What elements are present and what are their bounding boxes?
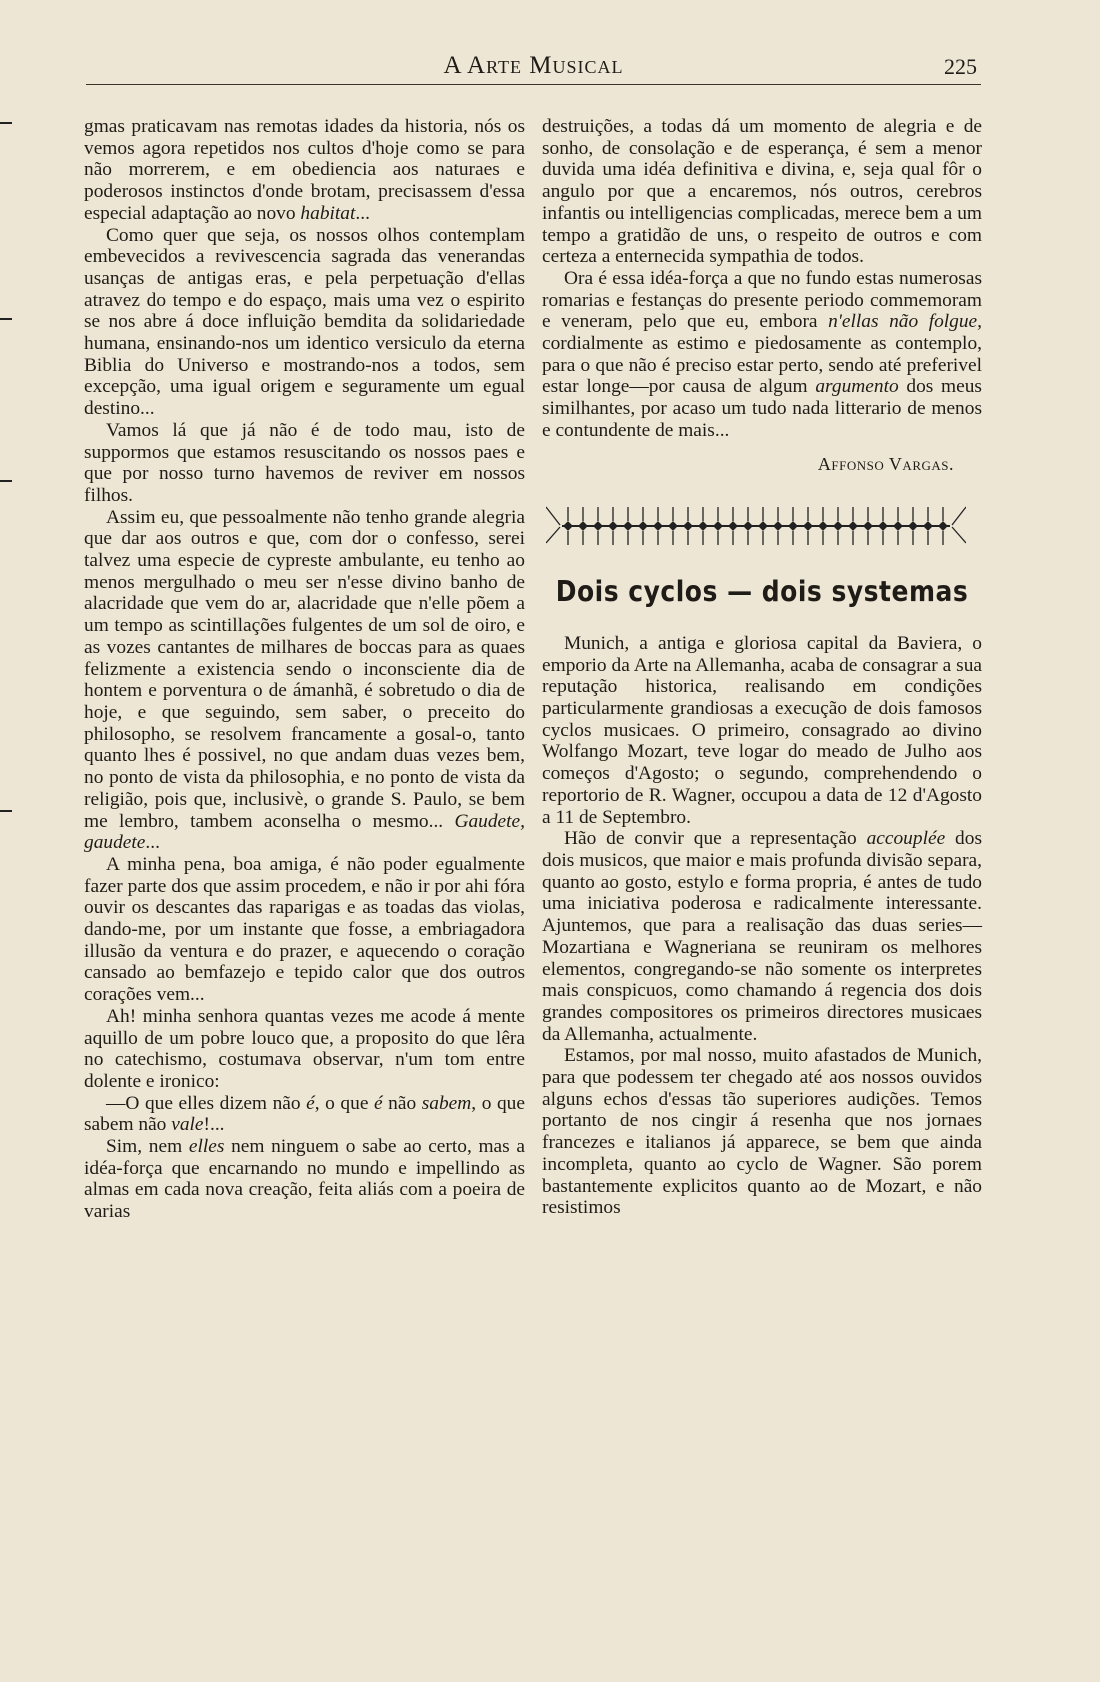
paragraph: destruições, a todas dá um momento de alegria e de sonho, de consolação e de esperança, é sem a menor duvida uma idéa definitiva e divina, e, seja qual fôr o angulo por que a encaremos, nós outros, cerebros infantis ou intelligencias complicadas, merece bem a um tempo a gratidão de uns, o respeito de outros e com certeza a enternecida sympathia de todos. — [542, 116, 982, 268]
margin-mark — [0, 810, 12, 812]
journal-title: A Arte Musical — [443, 52, 624, 79]
paragraph: gmas praticavam nas remotas idades da historia, nós os vemos agora repetidos nos cultos d'hoje como se para não morrerem, e em obediencia aos naturaes e poderosos instinctos d'onde brotam, precisassem d'essa especial adaptação ao novo habitat... — [84, 116, 525, 224]
right-column — [542, 116, 982, 1219]
margin-mark — [0, 318, 12, 320]
margin-mark — [0, 480, 12, 482]
paragraph: Assim eu, que pessoalmente não tenho grande alegria que dar aos outros e que, com dor o confesso, serei talvez uma especie de cypreste ambulante, eu tenho ao menos mergulhado o meu ser n'esse divino banho de alacridade que vem do ar, alacridade que n'elle põem a um tempo as scintillações fulgentes de um sol de oiro, e as vozes cantantes de milhares de boccas para as quaes felizmente a existencia sendo o inconsciente dia de hontem e porventura o de ámanhã, é sobretudo o dia de hoje, e que seguindo, sem saber, o preceito do philosopho, se resolvem francamente a gosal-o, tanto quanto lhes é possivel, no que andam duas vezes bem, no ponto de vista da philosophia, e no ponto de vista da religião, pois que, inclusivè, o grande S. Paulo, se bem me lembro, tambem aconselha o mesmo... Gaudete, gaudete... — [84, 506, 525, 854]
running-header — [86, 50, 981, 85]
quotation: —O que elles dizem não é, o que é não sabem, o que sabem não vale!... — [84, 1092, 525, 1136]
paragraph: Estamos, por mal nosso, muito afastados de Munich, para que podessem ter chegado até aos nossos ouvidos alguns echos d'essas tão superiores audições. Temos portanto de nos cingir á resenha que nos jornaes francezes e italianos já apparece, se bem que ainda incompleta, quanto ao cyclo de Wagner. São porem bastantemente explicitos quanto ao de Mozart, e não resistimos — [542, 1045, 982, 1219]
paragraph: Sim, nem elles nem ninguem o sabe ao certo, mas a idéa-força que encarnando no mundo e impellindo as almas em cada nova creação, feita aliás com a poeira de varias — [84, 1136, 525, 1223]
paragraph: Munich, a antiga e gloriosa capital da Baviera, o emporio da Arte na Allemanha, acaba de consagrar a sua reputação historica, realisando em condições particularmente grandiosas a execução de dois famosos cyclos musicaes. O primeiro, consagrado ao divino Wolfango Mozart, teve logar do meado de Julho aos começos d'Agosto; o segundo, comprehendendo o reportorio de R. Wagner, occupou a data de 12 d'Agosto a 11 de Septembro. — [542, 632, 982, 828]
ornament-divider — [546, 499, 966, 553]
left-column — [84, 116, 525, 1223]
paragraph: Ora é essa idéa-força a que no fundo estas numerosas romarias e festanças do presente periodo commemoram e veneram, pelo que eu, embora n'ellas não folgue, cordialmente as estimo e piedosamente as contemplo, para o que não é preciso estar perto, sendo até preferivel estar longe—por causa de algum argumento dos meus similhantes, por acaso um tudo nada litterario de menos e contundente de mais... — [542, 267, 983, 441]
paragraph: Como quer que seja, os nossos olhos contemplam embevecidos a revivescencia sagrada das venerandas usanças de antigas eras, e pela perpetuação d'ellas atravez do tempo e do espaço, mais uma vez o espirito se nos abre á doce influição bemdita da solidariedade humana, ensinando-nos um identico versiculo da eterna Biblia do Universo e mostrando-nos a todos, sem excepção, uma igual origem e seguramente um egual destino... — [84, 224, 525, 420]
paragraph: Vamos lá que já não é de todo mau, isto de suppormos que estamos resuscitando os nossos paes e que por nosso turno havemos de reviver em nossos filhos. — [84, 419, 525, 506]
paragraph: Hão de convir que a representação accouplée dos dois musicos, que maior e mais profunda divisão separa, quanto ao gosto, estylo e forma propria, é antes de tudo uma iniciativa poderosa e radicalmente interessante. Ajuntemos, que para a realisação das duas series—Mozartiana e Wagneriana se reuniram os melhores elementos, congregando-se não somente os interpretes mais conspicuos, como chamando á regencia dos dois grandes compositores os primeiros directores musicaes da Allemanha, actualmente. — [542, 828, 982, 1045]
section-title: Dois cyclos — dois systemas — [555, 575, 969, 609]
paragraph: Ah! minha senhora quantas vezes me acode á mente aquillo de um pobre louco que, a proposito do que lêra no catechismo, costumava observar, n'um tom entre dolente e ironico: — [84, 1005, 525, 1092]
margin-mark — [0, 122, 12, 124]
author-signature: Affonso Vargas. — [817, 453, 954, 474]
page-number: 225 — [944, 54, 977, 79]
paragraph: A minha pena, boa amiga, é não poder egualmente fazer parte dos que assim procedem, e não ir por ahi fóra ouvir os descantes das raparigas e as toadas das violas, dando-me, por um instante que fosse, a embriagadora illusão da ventura e do prazer, e aquecendo o coração cansado ao bemfazejo e tepido calor que dos outros corações vem... — [84, 853, 525, 1006]
